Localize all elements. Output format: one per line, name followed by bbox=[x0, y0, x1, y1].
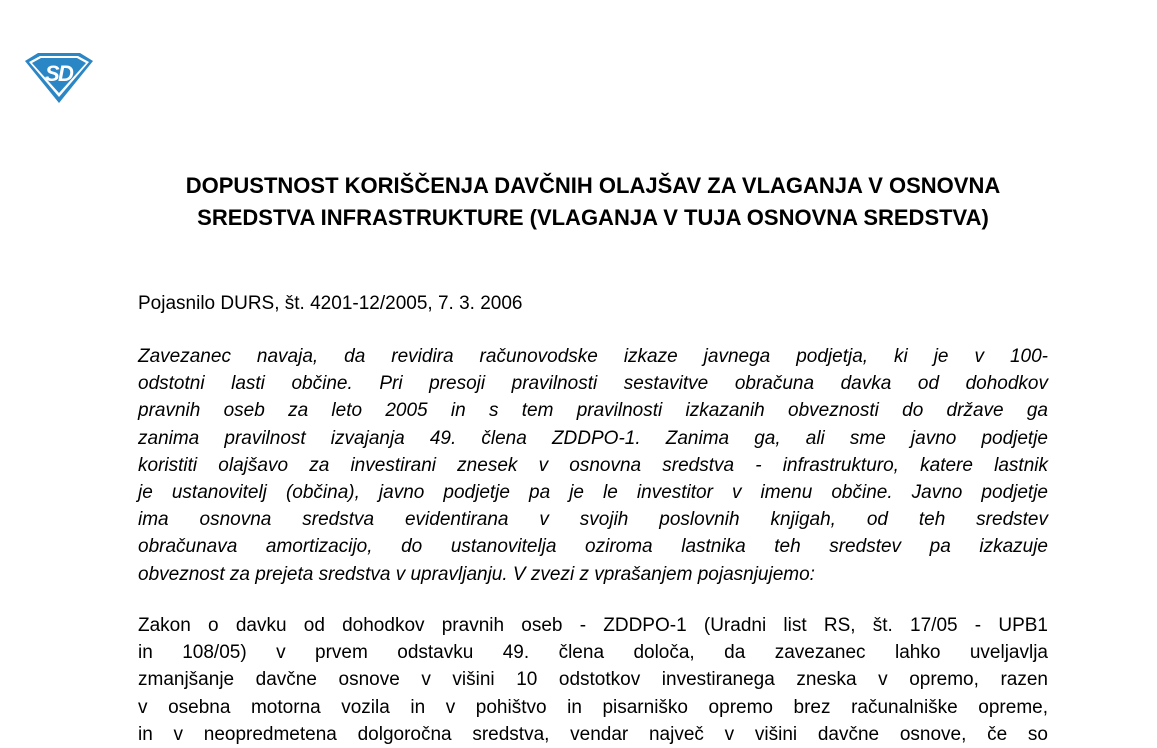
answer-line: in v neopredmetena dolgoročna sredstva, vendar največ v višini davčne osnove, če so bbox=[138, 723, 1048, 745]
question-line: pravnih oseb za leto 2005 in s tem pravilnosti izkazanih obveznosti do države ga bbox=[138, 400, 1048, 422]
question-line: ima osnovna sredstva evidentirana v svojih poslovnih knjigah, od teh sredstev bbox=[138, 509, 1048, 531]
document-title: DOPUSTNOST KORIŠČENJA DAVČNIH OLAJŠAV ZA VLAGANJA V OSNOVNA SREDSTVA INFRASTRUKTURE (VLAGANJA V TUJA OSNOVNA SREDSTVA) bbox=[185, 173, 1001, 230]
document-source: Pojasnilo DURS, št. 4201-12/2005, 7. 3. 2006 bbox=[138, 293, 523, 314]
question-line: obračunava amortizacijo, do ustanovitelja oziroma lastnika teh sredstev pa izkazuje bbox=[138, 536, 1048, 558]
question-line: je ustanovitelj (občina), javno podjetje pa je le investitor v imenu občine. Javno podjetje bbox=[138, 482, 1048, 504]
answer-line: in 108/05) v prvem odstavku 49. člena določa, da zavezanec lahko uveljavlja bbox=[138, 642, 1048, 664]
answer-line: Zakon o davku od dohodkov pravnih oseb - ZDDPO-1 (Uradni list RS, št. 17/05 - UPB1 bbox=[138, 615, 1048, 636]
question-line: odstotni lasti občine. Pri presoji pravilnosti sestavitve obračuna davka od dohodkov bbox=[138, 373, 1048, 395]
question-paragraph bbox=[138, 343, 1048, 588]
answer-paragraph bbox=[138, 612, 1048, 748]
question-line: obveznost za prejeta sredstva v upravljanju. V zvezi z vprašanjem pojasnjujemo: bbox=[138, 563, 815, 585]
answer-line: v osebna motorna vozila in v pohištvo in pisarniško opremo brez računalniške opreme, bbox=[138, 696, 1048, 718]
sd-logo-icon bbox=[22, 51, 96, 105]
answer-line: zmanjšanje davčne osnove v višini 10 odstotkov investiranega zneska v opremo, razen bbox=[138, 669, 1048, 691]
question-line: koristiti olajšavo za investirani znesek v osnovna sredstva - infrastrukturo, katere lastnik bbox=[138, 454, 1048, 476]
svg-text:S: S bbox=[45, 61, 60, 86]
question-line: zanima pravilnost izvajanja 49. člena ZDDPO-1. Zanima ga, ali sme javno podjetje bbox=[138, 427, 1048, 449]
question-line: Zavezanec navaja, da revidira računovodske izkaze javnega podjetja, ki je v 100- bbox=[138, 346, 1048, 367]
svg-text:D: D bbox=[58, 61, 74, 86]
